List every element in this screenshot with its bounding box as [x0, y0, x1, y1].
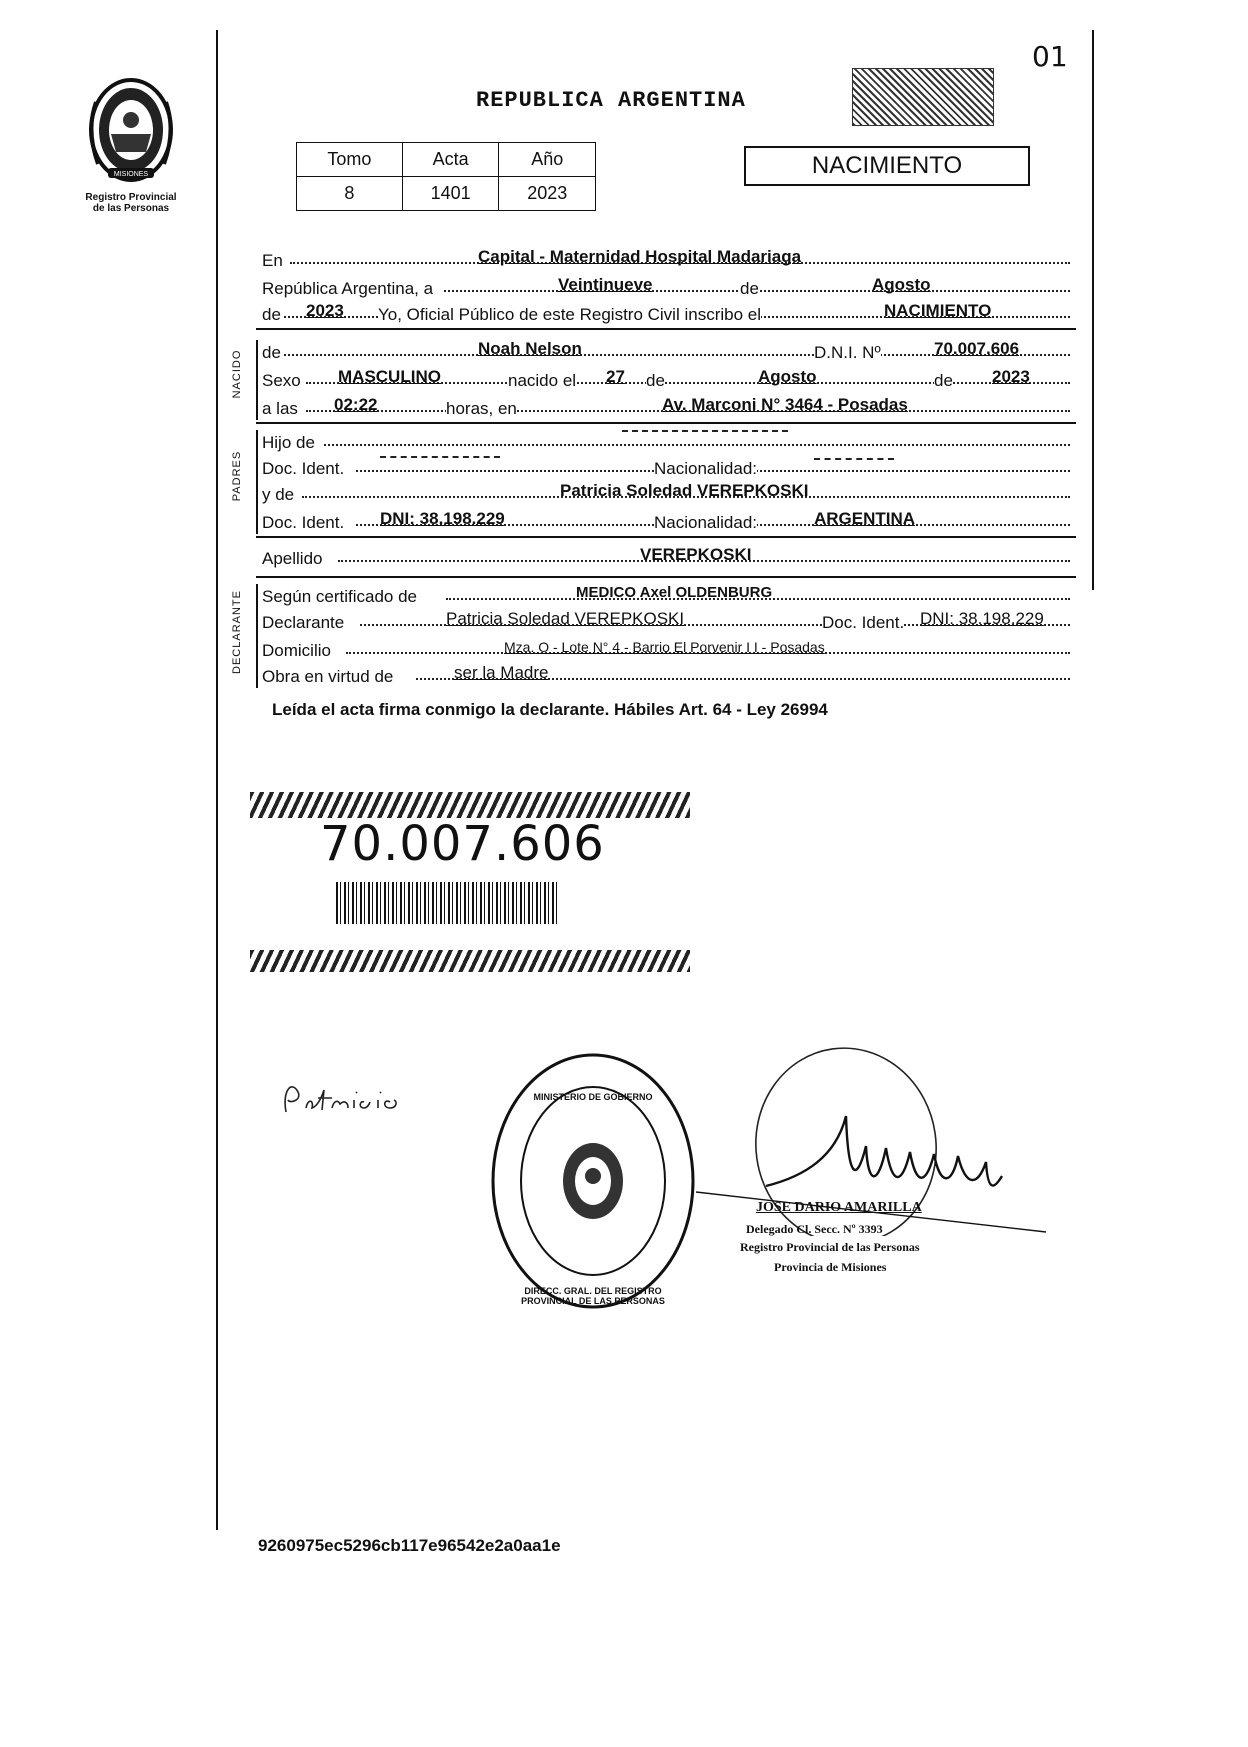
page-number: 01: [1032, 40, 1068, 73]
line-place: [262, 248, 1072, 274]
line-surname: Apellido VEREPKOSKI: [262, 546, 1072, 572]
line-certificate: Según certificado de MEDICO Axel OLDENBURG: [262, 584, 1072, 610]
registration-year: 2023: [306, 301, 344, 320]
country-title: REPUBLICA ARGENTINA: [476, 88, 746, 113]
line-date: República Argentina, a Veintinueve de Agosto: [262, 276, 1072, 302]
official-province: Provincia de Misiones: [774, 1260, 887, 1274]
obra-reason: ser la Madre: [454, 663, 549, 682]
father-nationality-redacted: [814, 458, 894, 460]
official-office: Registro Provincial de las Personas: [740, 1240, 920, 1254]
line-mother-doc: Doc. Ident. DNI: 38.198.229 Nacionalidad: ARGENTINA: [262, 510, 1072, 536]
anio-value: 2023: [499, 177, 596, 211]
birth-hour: 02:22: [334, 395, 378, 414]
section-nacido: NACIDO: [231, 349, 243, 399]
section-declarante: DECLARANTE: [231, 590, 243, 674]
stamp-pattern-top: [250, 792, 690, 818]
line-hour-address: a las 02:22 horas, en Av. Marconi N° 3464 - Posadas: [262, 396, 1072, 422]
line-declarant: Declarante Patricia Soledad VEREPKOSKI Doc. Ident. DNI: 38.198.229: [262, 610, 1072, 636]
child-surname: VEREPKOSKI: [640, 545, 752, 564]
birth-place: Capital - Maternidad Hospital Madariaga: [478, 247, 802, 266]
seal-outer-text: DIRECC. GRAL. DEL REGISTRO PROVINCIAL DE LAS PERSONAS: [521, 1286, 665, 1306]
closing-note: Leída el acta firma conmigo la declarante. Hábiles Art. 64 - Ley 26994: [272, 700, 828, 719]
registration-day: Veintinueve: [558, 275, 653, 294]
acta-value: 1401: [402, 177, 499, 211]
act-inscribed: NACIMIENTO: [884, 301, 992, 320]
line-obra: Obra en virtud de ser la Madre: [262, 664, 1072, 690]
declarant-domicile: Mza. O - Lote N° 4 - Barrio El Porvenir I I - Posadas: [504, 639, 825, 655]
line-mother: y de Patricia Soledad VEREPKOSKI: [262, 482, 1072, 508]
logo-text-line2: de las Personas: [92, 203, 170, 214]
line-inscribo: de 2023 Yo, Oficial Público de este Registro Civil inscribo el NACIMIENTO: [262, 302, 1072, 328]
emblem-seal-text: MISIONES: [113, 171, 149, 178]
child-name: Noah Nelson: [478, 339, 582, 358]
certificate-issuer: MEDICO Axel OLDENBURG: [576, 584, 773, 601]
seal-inner-text: MINISTERIO DE GOBIERNO: [533, 1092, 653, 1102]
declarant-name: Patricia Soledad VEREPKOSKI: [446, 609, 685, 628]
tomo-header: Tomo: [297, 143, 403, 177]
logo-text-line1: Registro Provincial: [85, 192, 177, 203]
mother-name: Patricia Soledad VEREPKOSKI: [560, 481, 809, 500]
official-name: JOSE DARIO AMARILLA: [756, 1200, 922, 1215]
tomo-value: 8: [297, 177, 403, 211]
left-margin-rule: [216, 30, 218, 1530]
handwritten-signature-patricia: [278, 1070, 428, 1130]
stamp-barcode: [336, 882, 560, 924]
declarant-dni: DNI: 38.198.229: [920, 609, 1044, 628]
right-margin-rule: [1092, 30, 1094, 590]
birth-year: 2023: [992, 367, 1030, 386]
security-hologram: [852, 68, 994, 126]
registration-month: Agosto: [872, 275, 931, 294]
birth-month: Agosto: [758, 367, 817, 386]
stamp-pattern-bottom: [250, 950, 690, 972]
father-redacted: [622, 430, 788, 432]
act-type-box: NACIMIENTO: [744, 146, 1030, 186]
acta-header: Acta: [402, 143, 499, 177]
line-name: de Noah Nelson D.N.I. Nº 70.007.606: [262, 340, 1072, 366]
birth-address: Av. Marconi N° 3464 - Posadas: [662, 395, 908, 414]
stamp-number: 70.007.606: [320, 816, 605, 872]
en-label: En: [262, 251, 283, 270]
official-seal: [488, 1050, 698, 1312]
document-hash: 9260975ec5296cb117e96542e2a0aa1e: [258, 1536, 561, 1555]
misiones-emblem-icon: [66, 72, 196, 187]
anio-header: Año: [499, 143, 596, 177]
line-sex-birth: Sexo MASCULINO nacido el 27 de Agosto de 2023: [262, 368, 1072, 394]
official-title: Delegado Cl. Secc. Nº 3393: [746, 1222, 883, 1236]
father-doc-redacted: [380, 456, 500, 458]
line-domicile: Domicilio Mza. O - Lote N° 4 - Barrio El Porvenir I I - Posadas: [262, 638, 1072, 664]
mother-nationality: ARGENTINA: [814, 509, 916, 528]
child-dni: 70.007.606: [934, 339, 1020, 358]
line-father-doc: Doc. Ident. Nacionalidad:: [262, 456, 1072, 482]
provincial-registry-logo: [66, 72, 196, 222]
birth-day: 27: [606, 367, 625, 386]
register-table: [296, 142, 596, 211]
section-padres: PADRES: [231, 450, 243, 502]
line-father: Hijo de: [262, 430, 1072, 456]
registry-stamp: [250, 782, 690, 978]
child-sex: MASCULINO: [338, 367, 441, 386]
mother-dni: DNI: 38.198.229: [380, 509, 505, 528]
